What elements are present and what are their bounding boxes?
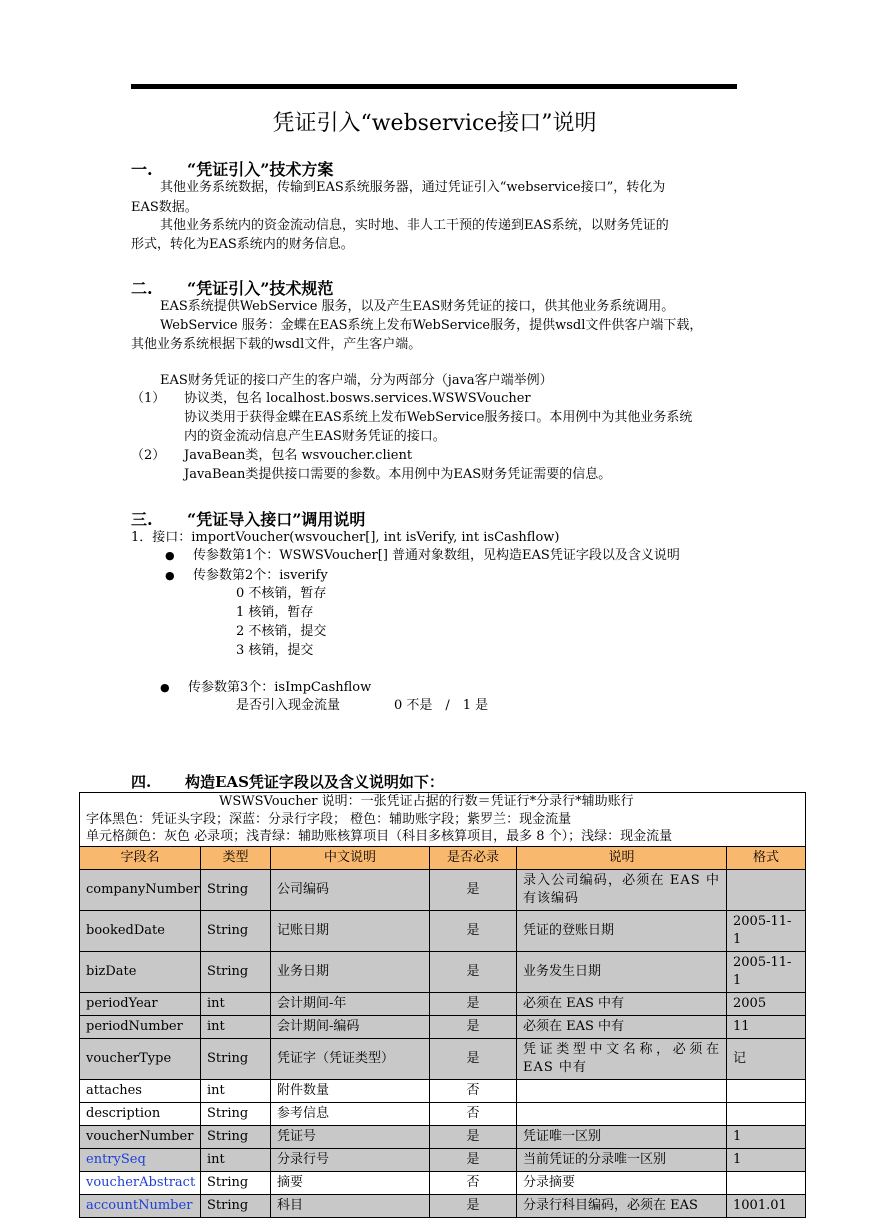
cell-field: periodNumber (80, 1015, 201, 1038)
cell-required: 否 (430, 1102, 517, 1125)
cell-required: 是 (430, 951, 517, 992)
cell-chinese: 会计期间-编码 (271, 1015, 430, 1038)
table-row (80, 951, 806, 992)
sec3-option-1: 1 核销，暂存 (236, 605, 314, 620)
cell-required: 是 (430, 910, 517, 951)
table-intro (80, 793, 806, 847)
cell-type: String (201, 1194, 271, 1217)
sec1-para1-line2: EAS数据。 (131, 200, 198, 215)
sec1-para2-line1: 其他业务系统内的资金流动信息，实时地、非人工干预的传递到EAS系统，以财务凭证的 (160, 218, 669, 233)
cell-required: 是 (430, 1125, 517, 1148)
table-row (80, 992, 806, 1015)
cell-required: 是 (430, 1015, 517, 1038)
cell-type: String (201, 1125, 271, 1148)
cell-desc (517, 1102, 727, 1125)
top-rule (131, 84, 737, 89)
sec3-bullet-param3: ● 传参数第3个：isImpCashflow (188, 678, 371, 698)
cell-required: 是 (430, 1194, 517, 1217)
cell-chinese: 凭证字（凭证类型） (271, 1038, 430, 1079)
cell-format: 1 (727, 1148, 806, 1171)
sec3-option-0: 0 不核销，暂存 (236, 586, 327, 601)
cell-field: entrySeq (80, 1148, 201, 1171)
cell-type: int (201, 1015, 271, 1038)
sec2-line1: EAS系统提供WebService 服务，以及产生EAS财务凭证的接口，供其他业务系统调用。 (160, 299, 675, 314)
table-row (80, 1148, 806, 1171)
cell-field: voucherAbstract (80, 1171, 201, 1194)
cell-chinese: 记账日期 (271, 910, 430, 951)
cell-type: int (201, 1148, 271, 1171)
cell-required: 是 (430, 1148, 517, 1171)
intro-line-1: WSWSVoucher 说明：一张凭证占据的行数＝凭证行*分录行*辅助账行 (219, 794, 634, 809)
table-row (80, 1038, 806, 1079)
cell-chinese: 摘要 (271, 1171, 430, 1194)
voucher-fields-table (79, 792, 806, 1218)
section-3-heading (131, 507, 365, 530)
table-row (80, 1171, 806, 1194)
cell-field: bizDate (80, 951, 201, 992)
sec2-line4: EAS财务凭证的接口产生的客户端，分为两部分（java客户端举例） (160, 373, 553, 388)
cell-format: 11 (727, 1015, 806, 1038)
cell-type: String (201, 910, 271, 951)
cell-format: 2005 (727, 992, 806, 1015)
cell-desc: 凭证唯一区别 (517, 1125, 727, 1148)
col-header-required: 是否必录 (430, 846, 517, 869)
sec2-item2: JavaBean类，包名 wsvoucher.client (184, 448, 413, 463)
table-row (80, 1079, 806, 1102)
table-row (80, 1194, 806, 1217)
cell-desc: 业务发生日期 (517, 951, 727, 992)
cell-field: companyNumber (80, 869, 201, 910)
cell-required: 是 (430, 992, 517, 1015)
cell-required: 否 (430, 1171, 517, 1194)
section-4-heading (131, 771, 444, 792)
section-1-heading (131, 157, 333, 180)
page-title: 凭证引入“webservice接口”说明 (272, 111, 597, 136)
table-row (80, 910, 806, 951)
cell-format: 1001.01 (727, 1194, 806, 1217)
sec2-line3: 其他业务系统根据下载的wsdl文件，产生客户端。 (131, 337, 422, 352)
cell-required: 是 (430, 869, 517, 910)
cell-format: 2005-11-1 (727, 910, 806, 951)
sec2-item2-number: （2） (131, 448, 166, 463)
cell-format: 2005-11-1 (727, 951, 806, 992)
cell-chinese: 会计期间-年 (271, 992, 430, 1015)
sec3-option-2: 2 不核销，提交 (236, 624, 327, 639)
cell-format: 1 (727, 1125, 806, 1148)
cell-desc: 凭证类型中文名称，必须在 EAS 中有 (517, 1038, 727, 1079)
col-header-type: 类型 (201, 846, 271, 869)
table-row (80, 1102, 806, 1125)
sec2-item1-desc1: 协议类用于获得金蝶在EAS系统上发布WebService服务接口。本用例中为其他业务系统 (184, 410, 693, 425)
cell-type: String (201, 1102, 271, 1125)
cell-format (727, 1171, 806, 1194)
sec2-item1-number: （1） (131, 391, 166, 406)
cell-chinese: 参考信息 (271, 1102, 430, 1125)
col-header-field: 字段名 (80, 846, 201, 869)
cell-desc: 必须在 EAS 中有 (517, 992, 727, 1015)
sec1-para1-line1: 其他业务系统数据，传输到EAS系统服务器，通过凭证引入“webservice接口”，转化为 (160, 180, 666, 195)
cell-format (727, 1079, 806, 1102)
cell-desc: 分录摘要 (517, 1171, 727, 1194)
cell-required: 否 (430, 1079, 517, 1102)
sec3-option-3: 3 核销，提交 (236, 643, 314, 658)
sec3-bullet-param1: ● 传参数第1个：WSWSVoucher[] 普通对象数组，见构造EAS凭证字段以及含义说明 (193, 546, 680, 566)
cell-type: String (201, 1038, 271, 1079)
cell-format: 记 (727, 1038, 806, 1079)
cell-chinese: 分录行号 (271, 1148, 430, 1171)
cell-desc: 当前凭证的分录唯一区别 (517, 1148, 727, 1171)
cell-type: String (201, 951, 271, 992)
sec3-bullet-param2: ● 传参数第2个：isverify (193, 566, 328, 586)
cell-format (727, 869, 806, 910)
col-header-desc: 说明 (517, 846, 727, 869)
cell-desc (517, 1079, 727, 1102)
cell-desc: 凭证的登账日期 (517, 910, 727, 951)
table-intro-row (80, 793, 806, 847)
cell-desc: 录入公司编码，必须在 EAS 中有该编码 (517, 869, 727, 910)
sec3-interface-line: 1．接口：importVoucher(wsvoucher[], int isVerify, int isCashflow) (131, 530, 560, 545)
sec3-cashflow-values: 0 不是 / 1 是 (394, 698, 489, 713)
cell-field: attaches (80, 1079, 201, 1102)
cell-format (727, 1102, 806, 1125)
intro-line-3: 单元格颜色：灰色 必录项；浅青绿：辅助账核算项目（科目多核算项目，最多 8 个）；浅绿：现金流量 (86, 829, 673, 844)
cell-type: int (201, 992, 271, 1015)
section-1-title: “凭证引入”技术方案 (187, 160, 334, 179)
section-2-title: “凭证引入”技术规范 (187, 279, 334, 298)
sec2-item1: 协议类，包名 localhost.bosws.services.WSWSVoucher (184, 391, 531, 406)
cell-chinese: 公司编码 (271, 869, 430, 910)
section-3-title: “凭证导入接口”调用说明 (187, 510, 366, 529)
cell-field: periodYear (80, 992, 201, 1015)
sec1-para2-line2: 形式，转化为EAS系统内的财务信息。 (131, 237, 354, 252)
sec3-cashflow-label: 是否引入现金流量 (236, 698, 341, 713)
cell-type: String (201, 869, 271, 910)
table-row (80, 869, 806, 910)
cell-field: voucherType (80, 1038, 201, 1079)
table-row (80, 1015, 806, 1038)
cell-chinese: 业务日期 (271, 951, 430, 992)
intro-line-2: 字体黑色：凭证头字段；深蓝：分录行字段； 橙色：辅助账字段；紫罗兰：现金流量 (86, 811, 572, 827)
cell-required: 是 (430, 1038, 517, 1079)
section-1-number: 一. (131, 160, 153, 179)
cell-chinese: 科目 (271, 1194, 430, 1217)
section-4-title: 构造EAS凭证字段以及含义说明如下： (185, 773, 444, 791)
col-header-chinese: 中文说明 (271, 846, 430, 869)
section-2-heading (131, 276, 333, 299)
cell-desc: 必须在 EAS 中有 (517, 1015, 727, 1038)
cell-field: accountNumber (80, 1194, 201, 1217)
cell-type: int (201, 1079, 271, 1102)
table-row (80, 1125, 806, 1148)
sec2-item1-desc2: 内的资金流动信息产生EAS财务凭证的接口。 (184, 429, 446, 444)
cell-chinese: 附件数量 (271, 1079, 430, 1102)
sec2-line2: WebService 服务：金蝶在EAS系统上发布WebService服务，提供wsdl文件供客户端下载， (160, 318, 703, 333)
table-header-row (80, 846, 806, 869)
section-4-number: 四. (131, 773, 152, 791)
section-3-number: 三. (131, 510, 153, 529)
cell-type: String (201, 1171, 271, 1194)
section-2-number: 二. (131, 279, 153, 298)
cell-field: bookedDate (80, 910, 201, 951)
cell-field: voucherNumber (80, 1125, 201, 1148)
col-header-format: 格式 (727, 846, 806, 869)
cell-chinese: 凭证号 (271, 1125, 430, 1148)
sec2-item2-desc: JavaBean类提供接口需要的参数。本用例中为EAS财务凭证需要的信息。 (184, 467, 612, 482)
cell-field: description (80, 1102, 201, 1125)
cell-desc: 分录行科目编码，必须在 EAS (517, 1194, 727, 1217)
